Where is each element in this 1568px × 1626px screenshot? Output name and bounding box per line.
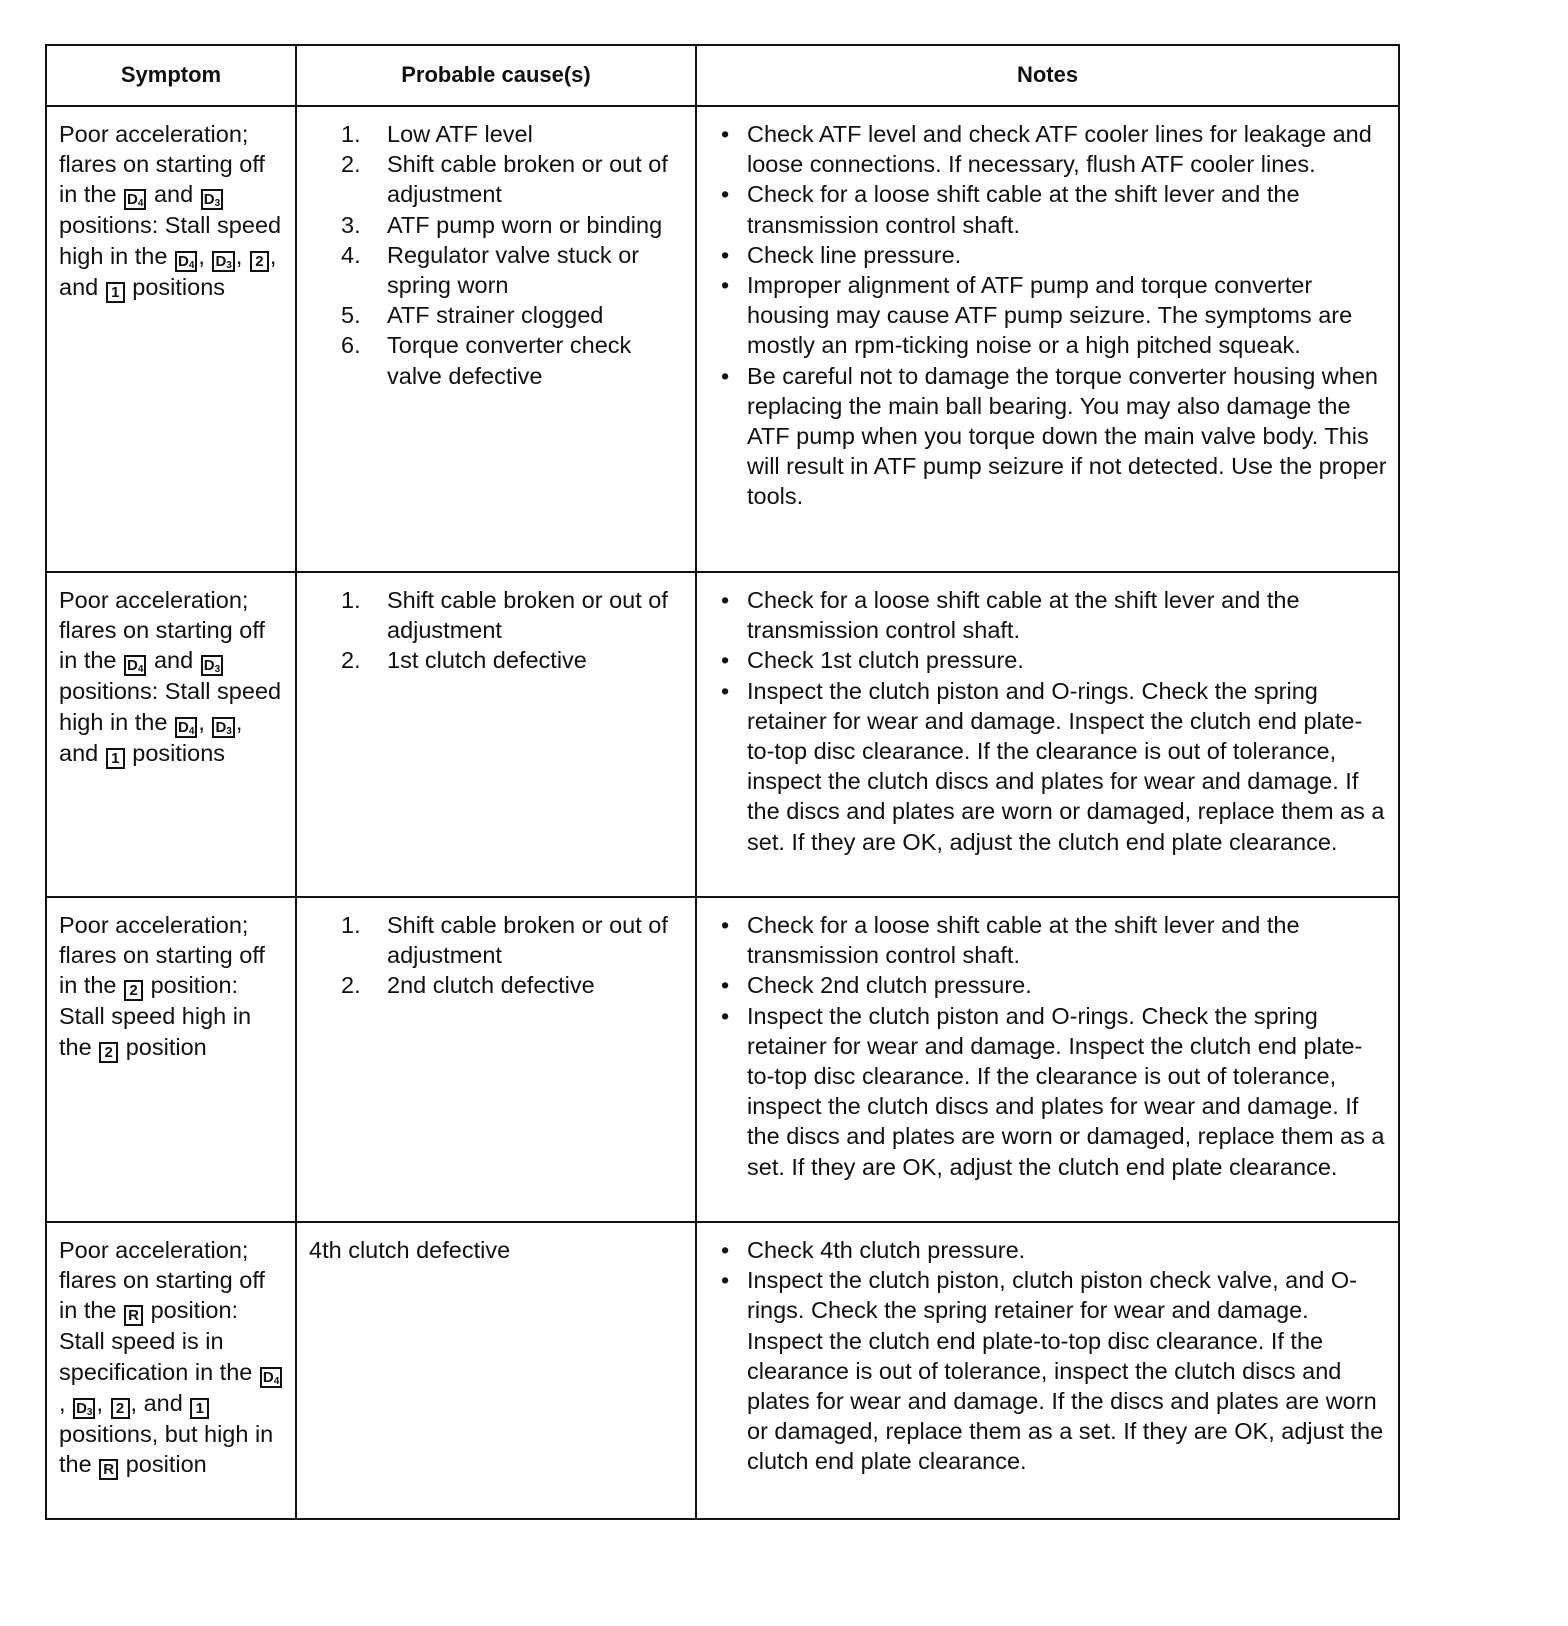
cause-item: 3. ATF pump worn or binding [341, 211, 663, 238]
reverse-position-icon: R [99, 1459, 118, 1480]
first-position-icon: 1 [106, 748, 125, 769]
cause-item: 4. Regulator valve stuck or spring worn [341, 241, 640, 299]
cause-list [309, 119, 685, 391]
second-position-icon: 2 [250, 251, 269, 272]
notes-cell [696, 106, 1399, 572]
note-item: • Check for a loose shift cable at the shift lever and the transmission control shaft. [721, 912, 1300, 969]
symptom-cell: Poor acceleration; flares on starting off in the $D_4$ and $D_3$ positions: Stall speed high in the $D_4$ , $D_3$ , 2 , and 1 positions [46, 106, 296, 572]
bullet-icon: • [721, 1237, 730, 1263]
symptom-cell: Poor acceleration; flares on starting off in the 2 position: Stall speed high in the 2 position [46, 897, 296, 1222]
note-item: • Inspect the clutch piston and O-rings. Check the spring retainer for wear and damage. Inspect the clutch end plate-to-top disc clearance. If the clearance is out of tolerance, inspect the clutch discs and plates for wear and damage. If the discs and plates are worn or damaged, replace them as a set. If they are OK, adjust the clutch end plate clearance. [721, 1002, 1385, 1180]
notes-cell [696, 897, 1399, 1222]
d3-position-icon: $D_3$ [212, 717, 234, 738]
note-item: • Inspect the clutch piston, clutch piston check valve, and O-rings. Check the spring retainer for wear and damage. Inspect the clutch end plate-to-top disc clearance. If the clearance is out of tolerance, inspect the clutch discs and plates for wear and damage. If the discs and plates are worn or damaged, replace them as a set. If they are OK, adjust the clutch end plate clearance. [721, 1267, 1384, 1475]
table-row [46, 897, 1399, 1222]
cause-text: 4th clutch defective [309, 1237, 511, 1263]
bullet-icon: • [721, 677, 730, 704]
bullet-icon: • [721, 121, 730, 147]
note-item: • Be careful not to damage the torque converter housing when replacing the main ball bearing. You may also damage the ATF pump when you torque down the main valve body. This will result in ATF pump seizure if not detected. Use the proper tools. [721, 362, 1387, 510]
bullet-icon: • [721, 241, 730, 268]
d4-position-icon: $D_4$ [175, 251, 197, 272]
cause-cell [296, 897, 696, 1222]
d3-position-icon: $D_3$ [201, 655, 223, 676]
header-row [46, 45, 1399, 106]
d3-position-icon: $D_3$ [73, 1398, 95, 1419]
cause-item: 1. Shift cable broken or out of adjustment [341, 912, 668, 969]
cause-cell [296, 1222, 696, 1519]
notes-list [709, 585, 1388, 857]
note-item: • Improper alignment of ATF pump and torque converter housing may cause ATF pump seizure. The symptoms are mostly an rpm-ticking noise or a high pitched squeak. [721, 272, 1353, 359]
notes-cell [696, 1222, 1399, 1519]
notes-list [709, 119, 1388, 512]
d4-position-icon: $D_4$ [124, 655, 146, 676]
bullet-icon: • [721, 912, 730, 938]
first-position-icon: 1 [106, 282, 125, 303]
notes-list [709, 910, 1388, 1182]
cause-item: 1. Low ATF level [341, 121, 533, 147]
bullet-icon: • [721, 972, 730, 999]
second-position-icon: 2 [111, 1398, 130, 1419]
note-item: • Check line pressure. [717, 240, 1388, 270]
header-probable-causes: Probable cause(s) [296, 45, 696, 106]
header-symptom: Symptom [46, 45, 296, 106]
symptom-cell: Poor acceleration; flares on starting off in the R position: Stall speed is in specification in the $D_4$, $D_3$ , 2 , and 1 positions, but high in the R position [46, 1222, 296, 1519]
second-position-icon: 2 [99, 1042, 118, 1063]
bullet-icon: • [721, 647, 730, 674]
bullet-icon: • [721, 181, 730, 208]
cause-list [309, 585, 685, 676]
troubleshooting-table [45, 44, 1400, 1520]
d4-position-icon: $D_4$ [175, 717, 197, 738]
d4-position-icon: $D_4$ [124, 189, 146, 210]
note-item: • Inspect the clutch piston and O-rings. Check the spring retainer for wear and damage. Inspect the clutch end plate-to-top disc clearance. If the clearance is out of tolerance, inspect the clutch discs and plates for wear and damage. If the discs and plates are worn or damaged, replace them as a set. If they are OK, adjust the clutch end plate clearance. [721, 677, 1385, 855]
bullet-icon: • [721, 1002, 730, 1029]
note-item: • Check ATF level and check ATF cooler lines for leakage and loose connections. If necessary, flush ATF cooler lines. [721, 121, 1372, 178]
cause-item: 1. Shift cable broken or out of adjustment [341, 587, 668, 644]
note-item: • Check 2nd clutch pressure. [717, 970, 1388, 1000]
second-position-icon: 2 [124, 980, 143, 1001]
bullet-icon: • [721, 272, 730, 299]
cause-item: 5. ATF strainer clogged [341, 302, 604, 329]
d3-position-icon: $D_3$ [201, 189, 223, 210]
cause-cell [296, 572, 696, 897]
d4-position-icon: $D_4$ [260, 1367, 282, 1388]
reverse-position-icon: R [124, 1305, 143, 1326]
bullet-icon: • [721, 587, 730, 613]
cause-item: 2. 1st clutch defective [341, 647, 587, 674]
bullet-icon: • [721, 362, 730, 389]
note-item: • Check 4th clutch pressure. [717, 1235, 1388, 1265]
table-row [46, 1222, 1399, 1519]
cause-cell [296, 106, 696, 572]
cause-list [309, 910, 685, 1001]
table-row [46, 106, 1399, 572]
notes-list [709, 1235, 1388, 1477]
notes-cell [696, 572, 1399, 897]
table-row [46, 572, 1399, 897]
symptom-cell: Poor acceleration; flares on starting off in the $D_4$ and $D_3$ positions: Stall speed high in the $D_4$ , $D_3$ , and 1 positions [46, 572, 296, 897]
cause-item: 2. Shift cable broken or out of adjustment [341, 151, 668, 208]
d3-position-icon: $D_3$ [212, 251, 234, 272]
header-notes: Notes [696, 45, 1399, 106]
first-position-icon: 1 [190, 1398, 209, 1419]
cause-item: 6. Torque converter check valve defective [341, 332, 632, 389]
bullet-icon: • [721, 1267, 730, 1294]
note-item: • Check for a loose shift cable at the shift lever and the transmission control shaft. [721, 587, 1300, 644]
cause-item: 2. 2nd clutch defective [341, 972, 595, 999]
note-item: • Check for a loose shift cable at the shift lever and the transmission control shaft. [721, 181, 1300, 238]
note-item: • Check 1st clutch pressure. [717, 645, 1388, 675]
